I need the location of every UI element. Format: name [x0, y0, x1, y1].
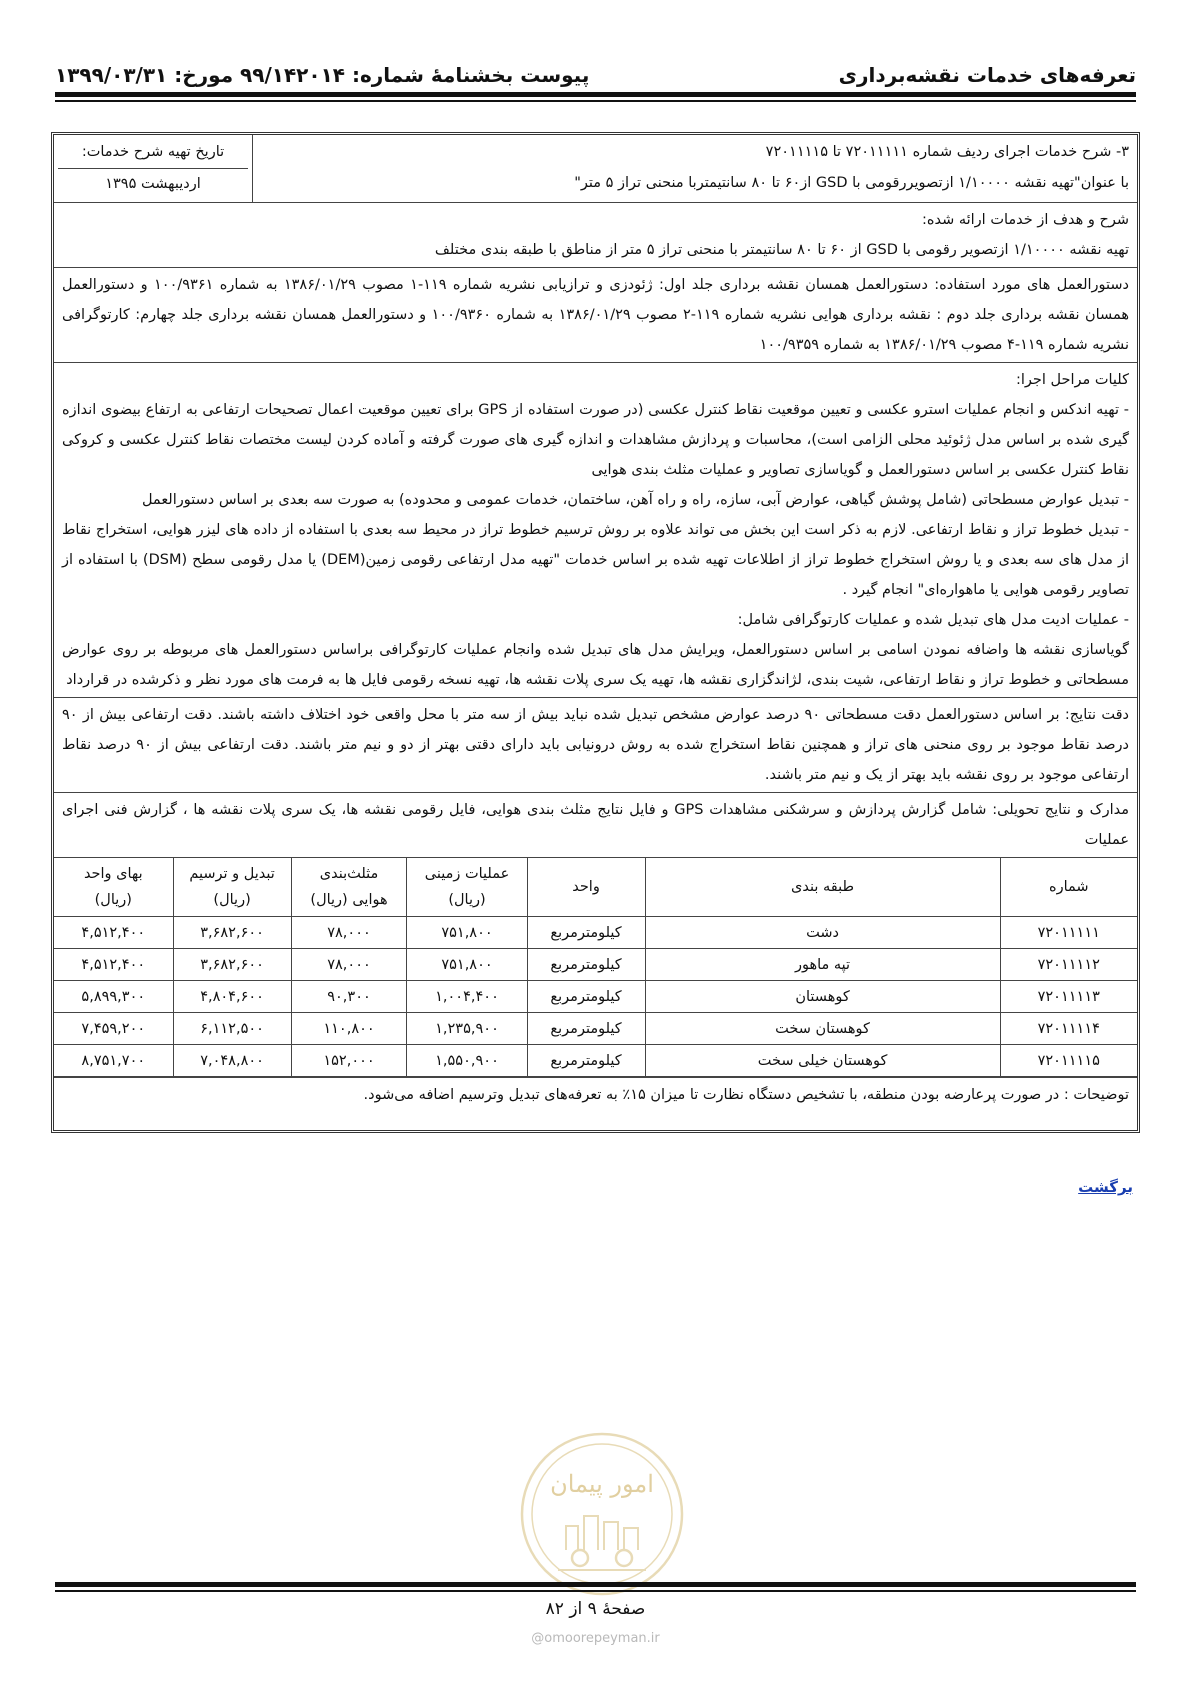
date-label: تاریخ تهیه شرح خدمات:: [58, 137, 248, 169]
cell-triangulation: ۱۵۲,۰۰۰: [291, 1045, 407, 1077]
header-unit-price: بهای واحد (ریال): [54, 858, 173, 917]
header-rule-thin: [55, 100, 1136, 102]
header-triangulation: مثلث‌بندی هوایی (ریال): [291, 858, 407, 917]
back-link[interactable]: برگشت: [1078, 1178, 1133, 1196]
cell-conversion: ۶,۱۱۲,۵۰۰: [173, 1013, 291, 1045]
cell-triangulation: ۷۸,۰۰۰: [291, 949, 407, 981]
step-item: - تبدیل خطوط تراز و نقاط ارتفاعی. لازم به ذکر است این بخش می تواند علاوه بر روش ترسیم خطوط تراز در محیط سه بعدی با استفاده از داده های لیزر هوایی، استخراج نقاط از مدل های سه بعدی و یا روش استخراج خطوط تراز از اطلاعات تهیه شده بر اساس خدمات "تهیه مدل ارتفاعی رقومی زمین(DEM) یا مدل رقومی سطح (DSM) با استفاده از تصاویر رقومی هوایی یا ماهواره‌ای" انجام گیرد .: [62, 522, 1129, 598]
title-cell: [252, 135, 1137, 202]
table-notes: توضیحات : در صورت پرعارضه بودن منطقه، با تشخیص دستگاه نظارت تا میزان ۱۵٪ به تعرفه‌های تبدیل وترسیم اضافه می‌شود.: [363, 1087, 1129, 1103]
price-table-section: [54, 858, 1137, 1078]
step-item: - تهیه اندکس و انجام عملیات استرو عکسی و تعیین موقعیت نقاط کنترل عکسی (در صورت استفاده از GPS برای تعیین موقعیت اعمال تصحیحات ارتفاعی به ارتفاع بیضوی اندازه گیری شده بر اساس مدل ژئوئید محلی الزامی است)، محاسبات و پردازش مشاهدات و اندازه گیری های صورت گرفته و آماده کردن لیست مختصات نقاط کنترل عکسی و کروکی نقاط کنترل عکسی بر اساس دستورالعمل و گویاسازی تصاویر و عملیات مثلث بندی هوایی: [62, 402, 1129, 478]
table-row: [54, 1045, 1137, 1077]
footer-rule-thick: [55, 1582, 1136, 1587]
header-number: شماره: [1000, 858, 1137, 917]
cell-number: ۷۲۰۱۱۱۱۴: [1000, 1013, 1137, 1045]
table-header-row: [54, 858, 1137, 917]
cell-unit-price: ۸,۷۵۱,۷۰۰: [54, 1045, 173, 1077]
steps-section: [54, 363, 1137, 698]
description-text: تهیه نقشه ۱/۱۰۰۰۰ ازتصویر رقومی با GSD از ۶۰ تا ۸۰ سانتیمتر با منحنی تراز ۵ متر از مناطق با طبقه بندی مختلف: [434, 242, 1129, 258]
step-item: گویاسازی نقشه ها واضافه نمودن اسامی بر اساس دستورالعمل، ویرایش مدل های تبدیل شده وانجام عملیات کارتوگرافی براساس دستورالعمل های مربوطه بر روی عوارض مسطحاتی و خطوط تراز و نقاط ارتفاعی، شیت بندی، لژاندگزاری نقشه ها، تهیه یک سری پلات نقشه ها، تهیه نسخه رقومی فایل ها به فرمت های مورد نظر و ذکرشده در قرارداد: [62, 642, 1129, 688]
instructions-text: دستورالعمل های مورد استفاده: دستورالعمل همسان نقشه برداری جلد اول: ژئودزی و ترازیابی نشریه شماره ۱۱۹-۱ مصوب ۱۳۸۶/۰۱/۲۹ به شماره ۱۰۰/۹۳۶۱ و دستورالعمل همسان نقشه برداری جلد دوم : نقشه برداری هوایی نشریه شماره ۱۱۹-۲ مصوب ۱۳۸۶/۰۱/۲۹ به شماره ۱۰۰/۹۳۶۰ و دستورالعمل همسان نقشه برداری جلد چهارم: کارتوگرافی نشریه شماره ۱۱۹-۴ مصوب ۱۳۸۶/۰۱/۲۹ به شماره ۱۰۰/۹۳۵۹: [62, 277, 1130, 353]
cell-unit-price: ۵,۸۹۹,۳۰۰: [54, 981, 173, 1013]
step-item: - تبدیل عوارض مسطحاتی (شامل پوشش گیاهی، عوارض آبی، سازه، راه و راه آهن، ساختمان، خدمات عمومی و محدوده) به صورت سه بعدی بر اساس دستورالعمل: [141, 492, 1129, 508]
cell-unit-price: ۴,۵۱۲,۴۰۰: [54, 917, 173, 949]
date-value: اردیبهشت ۱۳۹۵: [105, 176, 201, 192]
table-row: [54, 1013, 1137, 1045]
cell-number: ۷۲۰۱۱۱۱۳: [1000, 981, 1137, 1013]
cell-unit-price: ۴,۵۱۲,۴۰۰: [54, 949, 173, 981]
cell-conversion: ۷,۰۴۸,۸۰۰: [173, 1045, 291, 1077]
cell-conversion: ۴,۸۰۴,۶۰۰: [173, 981, 291, 1013]
price-table: [54, 858, 1137, 1077]
table-row: [54, 981, 1137, 1013]
header-conversion: تبدیل و ترسیم (ریال): [173, 858, 291, 917]
cell-unit: کیلومترمربع: [527, 981, 645, 1013]
title-line-1: ۳- شرح خدمات اجرای ردیف شماره ۷۲۰۱۱۱۱۱ تا ۷۲۰۱۱۱۱۵: [765, 144, 1129, 160]
date-cell: [54, 135, 252, 202]
cell-classification: کوهستان خیلی سخت: [645, 1045, 1000, 1077]
cell-ground-ops: ۷۵۱,۸۰۰: [407, 949, 527, 981]
cell-triangulation: ۹۰,۳۰۰: [291, 981, 407, 1013]
deliverables-section: [54, 793, 1137, 858]
instructions-section: [54, 268, 1137, 363]
cell-conversion: ۳,۶۸۲,۶۰۰: [173, 949, 291, 981]
header-ground-ops: عملیات زمینی (ریال): [407, 858, 527, 917]
table-row: [54, 949, 1137, 981]
site-watermark: @omoorepeyman.ir: [531, 1631, 660, 1646]
cell-ground-ops: ۷۵۱,۸۰۰: [407, 917, 527, 949]
deliverables-text: مدارک و نتایج تحویلی: شامل گزارش پردازش و سرشکنی مشاهدات GPS و فایل نتایج مثلث بندی هوایی، فایل رقومی نقشه ها، یک سری پلات نقشه ها ، گزارش فنی اجرای عملیات: [62, 802, 1129, 848]
footer-rule-thin: [55, 1590, 1136, 1592]
seal-watermark-icon: [518, 1430, 686, 1598]
cell-ground-ops: ۱,۵۵۰,۹۰۰: [407, 1045, 527, 1077]
cell-classification: کوهستان: [645, 981, 1000, 1013]
cell-number: ۷۲۰۱۱۱۱۱: [1000, 917, 1137, 949]
cell-classification: کوهستان سخت: [645, 1013, 1000, 1045]
title-line-2: با عنوان"تهیه نقشه ۱/۱۰۰۰۰ ازتصویررقومی با GSD از۶۰ تا ۸۰ سانتیمتربا منحنی تراز ۵ متر": [574, 175, 1129, 191]
header-right-title: تعرفه‌های خدمات نقشه‌برداری: [838, 63, 1136, 87]
page-number: صفحۀ ۹ از ۸۲: [545, 1599, 646, 1619]
cell-unit: کیلومترمربع: [527, 917, 645, 949]
page-header: [55, 58, 1136, 92]
cell-number: ۷۲۰۱۱۱۱۵: [1000, 1045, 1137, 1077]
cell-triangulation: ۱۱۰,۸۰۰: [291, 1013, 407, 1045]
cell-triangulation: ۷۸,۰۰۰: [291, 917, 407, 949]
cell-classification: تپه ماهور: [645, 949, 1000, 981]
table-row: [54, 917, 1137, 949]
cell-unit-price: ۷,۴۵۹,۲۰۰: [54, 1013, 173, 1045]
step-item: - عملیات ادیت مدل های تبدیل شده و عملیات کارتوگرافی شامل:: [737, 612, 1129, 628]
description-heading: شرح و هدف از خدمات ارائه شده:: [921, 212, 1129, 228]
header-unit: واحد: [527, 858, 645, 917]
accuracy-text: دقت نتایج: بر اساس دستورالعمل دقت مسطحاتی ۹۰ درصد عوارض مشخص تبدیل شده نباید بیش از سه متر با محل واقعی خود اختلاف داشته باشند. دقت ارتفاعی بیش از ۹۰ درصد نقاط موجود بر روی منحنی های تراز و همچنین نقاط استخراج شده به روش درونیابی باید دارای دقتی بهتر از دو و نیم متر باشند. دقت ارتفاعی بیش از ۹۰ درصد نقاط ارتفاعی موجود بر روی نقشه باید بهتر از یک و نیم متر باشند.: [62, 707, 1129, 783]
cell-ground-ops: ۱,۰۰۴,۴۰۰: [407, 981, 527, 1013]
title-row: [54, 135, 1137, 203]
seal-text: امور پیمان: [550, 1470, 654, 1498]
service-description-box: [51, 132, 1140, 1133]
cell-number: ۷۲۰۱۱۱۱۲: [1000, 949, 1137, 981]
steps-heading: کلیات مراحل اجرا:: [1015, 372, 1129, 388]
header-left-title: پیوست بخشنامۀ شماره: ۹۹/۱۴۲۰۱۴ مورخ: ۱۳۹۹/۰۳/۳۱: [55, 63, 590, 87]
description-section: [54, 203, 1137, 268]
cell-ground-ops: ۱,۲۳۵,۹۰۰: [407, 1013, 527, 1045]
cell-classification: دشت: [645, 917, 1000, 949]
cell-conversion: ۳,۶۸۲,۶۰۰: [173, 917, 291, 949]
cell-unit: کیلومترمربع: [527, 1045, 645, 1077]
cell-unit: کیلومترمربع: [527, 1013, 645, 1045]
header-rule-thick: [55, 92, 1136, 97]
accuracy-section: [54, 698, 1137, 793]
cell-unit: کیلومترمربع: [527, 949, 645, 981]
header-classification: طبقه بندی: [645, 858, 1000, 917]
